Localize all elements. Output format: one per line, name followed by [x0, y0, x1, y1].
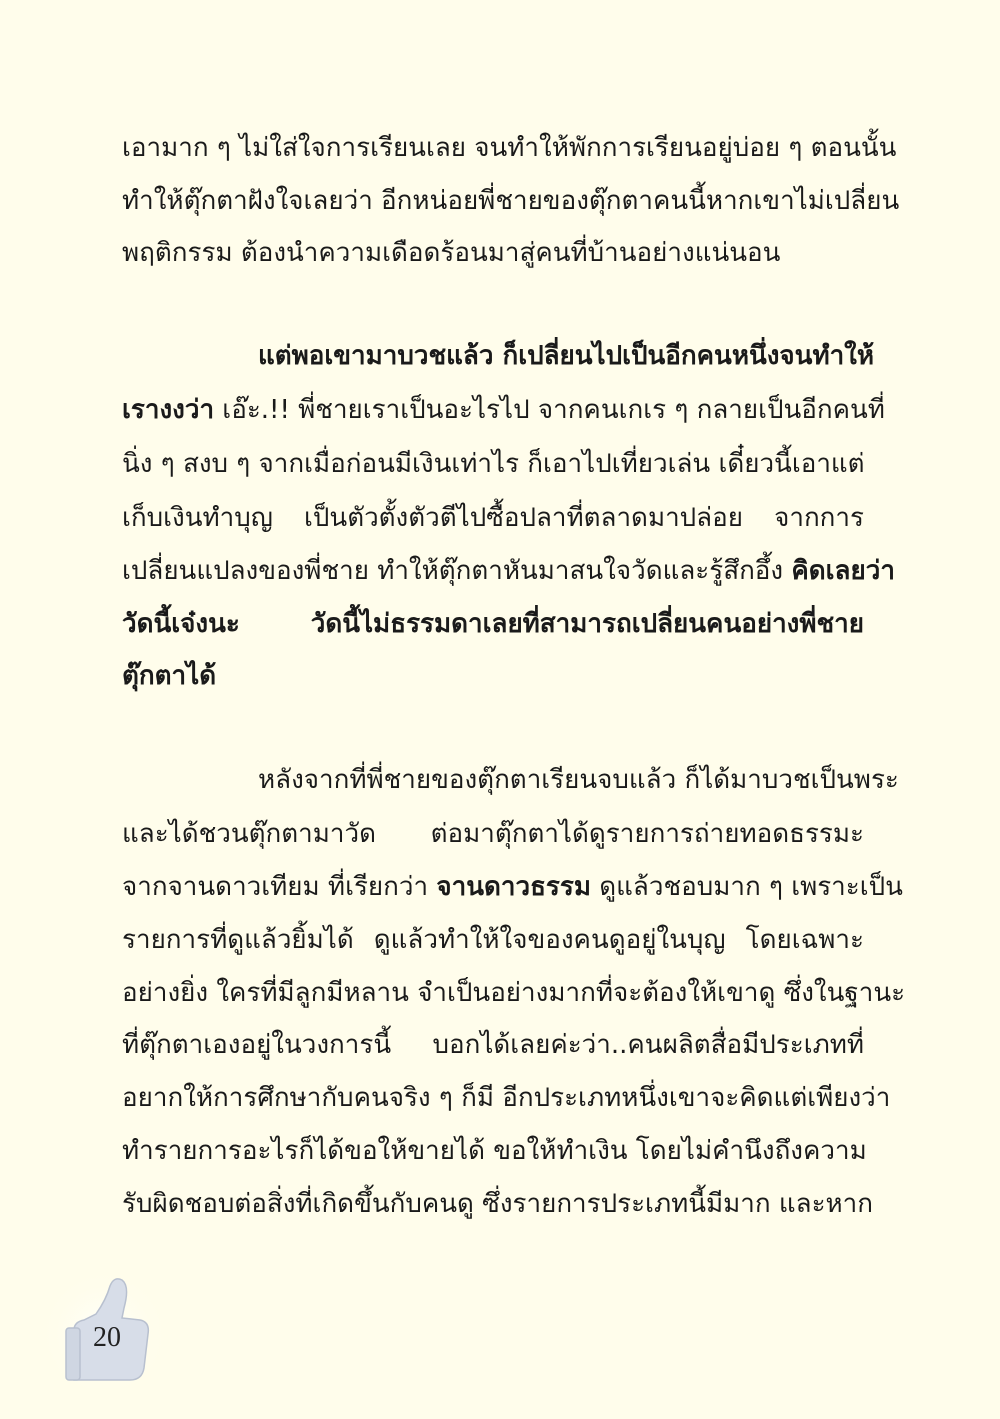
paragraph-3-line-3: [122, 867, 903, 907]
paragraph-1-line-1: เอามาก ๆ ไม่ใส่ใจการเรียนเลย จนทำให้พักการเรียนอยู่บ่อย ๆ ตอนนั้น: [122, 133, 897, 163]
paragraph-3-line-9: รับผิดชอบต่อสิ่งที่เกิดขึ้นกับคนดู ซึ่งรายการประเภทนี้มีมาก และหาก: [122, 1189, 874, 1219]
bold-text: จานดาวธรรม: [436, 872, 592, 902]
paragraph-2-line-2: [122, 390, 885, 430]
body-text: เปลี่ยนแปลงของพี่ชาย ทำให้ตุ๊กตาหันมาสนใจวัดและรู้สึกอึ้ง: [122, 556, 792, 586]
paragraph-1-line-3: พฤติกรรม ต้องนำความเดือดร้อนมาสู่คนที่บ้านอย่างแน่นอน: [122, 238, 781, 268]
paragraph-2-line-3: นิ่ง ๆ สงบ ๆ จากเมื่อก่อนมีเงินเท่าไร ก็เอาไปเที่ยวเล่น เดี๋ยวนี้เอาแต่: [122, 449, 865, 479]
paragraph-3-line-5: อย่างยิ่ง ใครที่มีลูกมีหลาน จำเป็นอย่างมากที่จะต้องให้เขาดู ซึ่งในฐานะ: [122, 978, 906, 1008]
paragraph-2-line-1: [258, 336, 875, 376]
paragraph-2-line-5: [122, 551, 895, 591]
bold-text: แต่พอเขามาบวชแล้ว ก็เปลี่ยนไปเป็นอีกคนหนึ่งจนทำให้: [258, 341, 875, 371]
paragraph-3-line-2: และได้ชวนตุ๊กตามาวัด ต่อมาตุ๊กตาได้ดูรายการถ่ายทอดธรรมะ: [122, 819, 864, 849]
paragraph-2-line-4: เก็บเงินทำบุญ เป็นตัวตั้งตัวตีไปซื้อปลาที่ตลาดมาปล่อย จากการ: [122, 503, 864, 533]
paragraph-3-line-8: ทำรายการอะไรก็ได้ขอให้ขายได้ ขอให้ทำเงิน โดยไม่คำนึงถึงความ: [122, 1136, 867, 1166]
paragraph-2-line-6: [122, 604, 864, 644]
bold-text: คิดเลยว่า: [791, 556, 895, 586]
body-text: เอ๊ะ.!! พี่ชายเราเป็นอะไรไป จากคนเกเร ๆ กลายเป็นอีกคนที่: [214, 395, 885, 425]
body-text: จากจานดาวเทียม ที่เรียกว่า: [122, 872, 437, 902]
paragraph-1-line-2: ทำให้ตุ๊กตาฝังใจเลยว่า อีกหน่อยพี่ชายของตุ๊กตาคนนี้หากเขาไม่เปลี่ยน: [122, 186, 900, 216]
paragraph-3-line-7: อยากให้การศึกษากับคนจริง ๆ ก็มี อีกประเภทหนึ่งเขาจะคิดแต่เพียงว่า: [122, 1083, 891, 1113]
bold-text: วัดนี้เจ๋งนะ วัดนี้ไม่ธรรมดาเลยที่สามารถเปลี่ยนคนอย่างพี่ชาย: [122, 609, 864, 639]
paragraph-2-line-7: [122, 656, 864, 696]
paragraph-3-line-4: รายการที่ดูแล้วยิ้มได้ ดูแล้วทำให้ใจของคนดูอยู่ในบุญ โดยเฉพาะ: [122, 925, 864, 955]
paragraph-3-line-6: ที่ตุ๊กตาเองอยู่ในวงการนี้ บอกได้เลยค่ะว่า..คนผลิตสื่อมีประเภทที่: [122, 1030, 864, 1060]
body-text: ดูแล้วชอบมาก ๆ เพราะเป็น: [591, 872, 903, 902]
page-number: 20: [93, 1322, 121, 1353]
bold-text: ตุ๊กตาได้: [122, 661, 217, 691]
paragraph-3-line-1: หลังจากที่พี่ชายของตุ๊กตาเรียนจบแล้ว ก็ได้มาบวชเป็นพระ: [258, 765, 899, 795]
bold-text: เรางงว่า: [122, 395, 215, 425]
